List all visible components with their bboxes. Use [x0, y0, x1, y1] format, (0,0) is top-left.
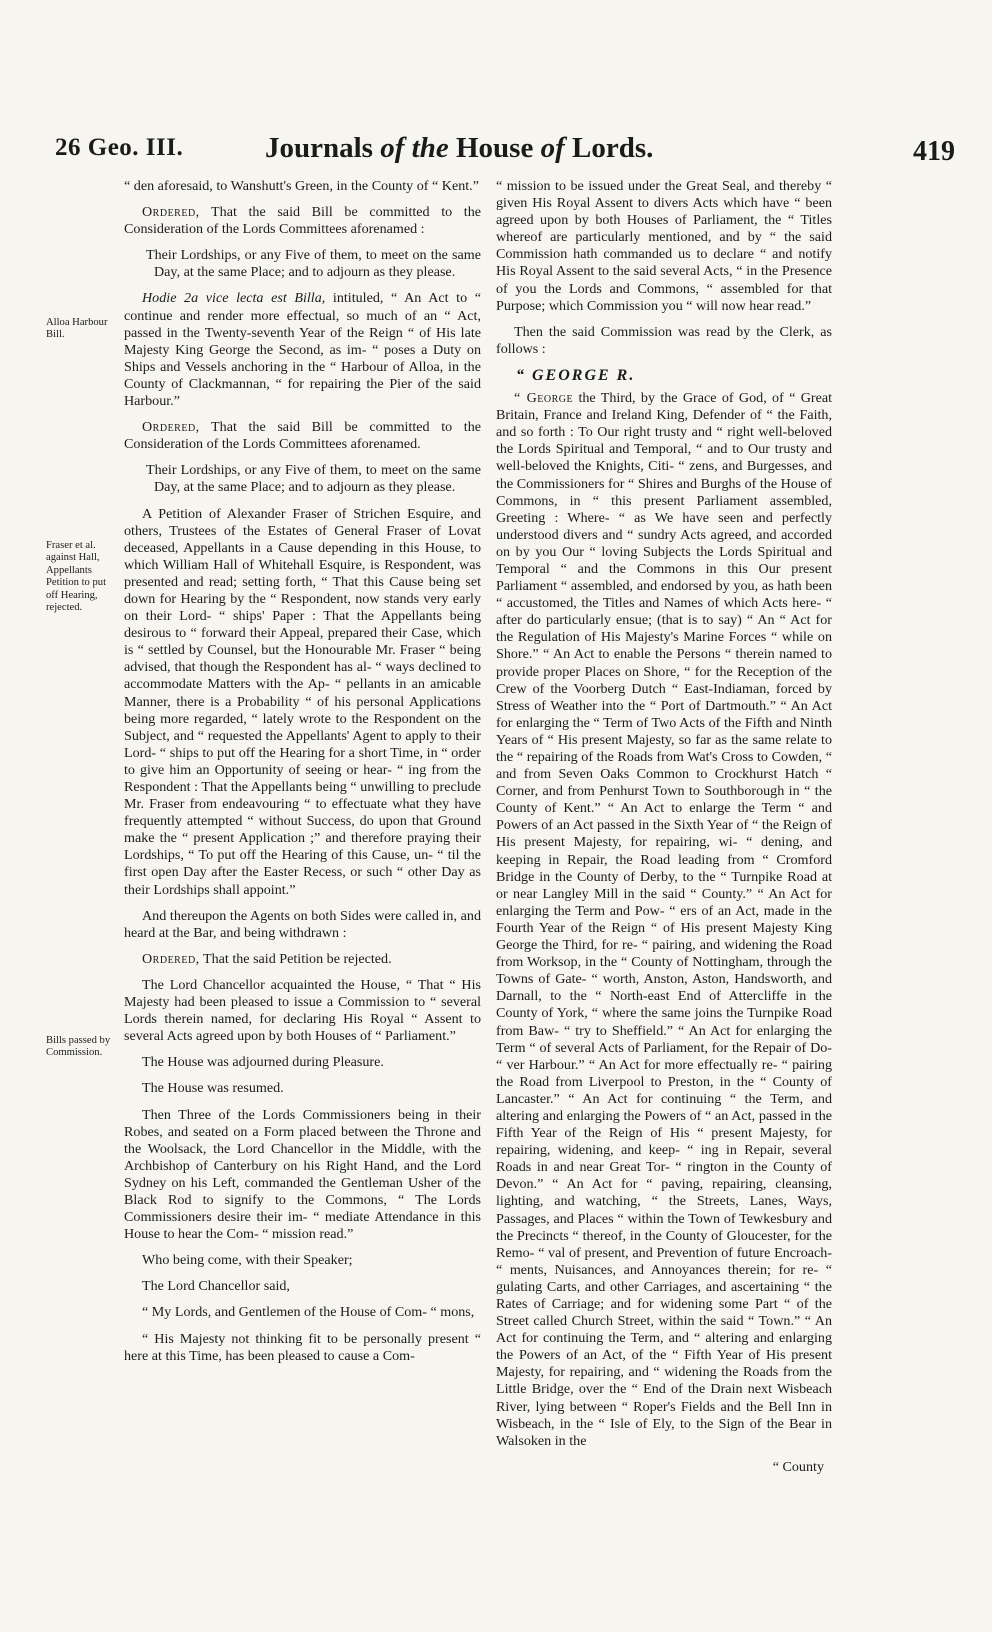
speech-paragraph: “ My Lords, and Gentlemen of the House of Com- “ mons, [142, 1304, 475, 1321]
latin-lead: Hodie 2a vice lecta est Billa, [142, 290, 326, 307]
reading-text: intituled, “ An Act to “ continue and render more effectual, so much of an “ Act, passed in the Twenty-seventh Year of the Reign “ of His late Majesty King George the Second, as im- “ poses a Duty on Ships and Vessels anchoring in the “ Harbour of Alloa, in the County of Clackmannan, “ for repairing the Pier of the said Harbour.” [124, 290, 481, 410]
paragraph: The Lord Chancellor acquainted the House, “ That “ His Majesty had been pleased to issue a Commission to “ several Lords therein named, for declaring His Royal “ Assent to several Acts agreed upon by both Houses of “ Parliament.” [124, 976, 481, 1045]
reading-paragraph [124, 290, 481, 410]
journal-title-the: the [404, 132, 456, 164]
page-header [55, 128, 955, 172]
commission-text: the Third, by the Grace of God, of “ Great Britain, France and Ireland King, Defender of “ the Faith, and so forth : To Our right trusty and “ right well-beloved the Lords Spiritual and Temporal, “ and to Our trusty and well-beloved the Knights, Citi- “ zens, and Burgesses, and the Commissioners for “ Shires and Burghs of the House of Commons, in “ this present Parliament assembled, Greeting : Where- “ as We have seen and perfectly understood divers and “ sundry Acts agreed, and accorded on by you Our “ loving Subjects the Lords Spiritual and Temporal “ and the Commons in this Our present Parliament “ assembled, and endorsed by you, as hath been “ accustomed, the Titles and Names of which Acts here- “ after do particularly ensue; (that is to say) “ An “ Act for the Regulation of His Majesty's Marine Forces “ while on Shore.” “ An Act to enable the Persons “ therein named to provide proper Places on Shore, “ for the Reception of the Crew of the Voorberg Dutch “ East-Indiaman, forced by Stress of Weather into the “ Port of Dartmouth.” “ An Act for enlarging the “ Term of Two Acts of the Fifth and Ninth Years of “ His present Majesty, so far as the same relate to the “ repairing of the Roads from Wat's Cross to Cowden, “ and from Seven Oaks Common to Crockhurst Hatch “ Corner, and from Penhurst Town to Southborough in “ the County of Kent.” “ An Act to enlarge the Term “ and Powers of an Act passed in the Sixth Year of “ the Reign of His present Majesty, for repairing, wi- “ dening, and keeping in Repair, the Road leading from “ Cromford Bridge in the County of Derby, to the “ Turnpike Road at or near Langley Mill in the said “ County.” “ An Act for enlarging the Term and Pow- “ ers of an Act, made in the Fourth Year of the Reign “ of His present Majesty King George the Third, for re- “ pairing, and widening the Road from Worksop, in the “ County of Nottingham, through the Towns of Gate- “ worth, Anston, Aston, Handsworth, and Darnall, to the “ North-east End of Attercliffe in the County of York, “ where the same joins the Turnpike Road from Baw- “ try to Sheffield.” “ An Act for enlarging the Term “ of several Acts of Parliament, for the Repair of Do- “ ver Harbour.” “ An Act for more effectually re- “ pairing the Road from Liverpool to Preston, in the “ County of Lancaster.” “ An Act for continuing “ the Term, and altering and enlarging the Powers of “ an Act, passed in the Fifth Year of the Reign of His “ present Majesty, for repairing, widening, and keep- “ ing in Repair, several Roads in and near Great Tor- “ rington in the County of Devon.” “ An Act for “ paving, repairing, cleansing, lighting, and watching, “ the Streets, Lanes, Ways, Passages, and Places “ within the Town of Tewkesbury and the Precincts “ thereof, in the County of Gloucester, for the Remo- “ val of present, and Prevention of future Encroach- “ ments, Nuisances, and Annoyances therein; for re- “ gulating Carts, and other Carriages, and ascertaining “ the Rates of Carriage; and for widening some Part “ of the Street called Church Street, within the said “ Town.” “ An Act for continuing the Term, and “ altering and enlarging the Powers of an Act, of the “ Fifth Year of His present Majesty, for repairing, and “ widening the Roads from the Little Bridge, over the “ End of the Drain next Wisbeach River, lying between “ Roper's Fields and the Bell Inn in Wisbeach, in the “ Isle of Ely, to the Sign of the Bear in Walsoken in the [496, 390, 833, 1449]
paragraph: Then Three of the Lords Commissioners being in their Robes, and seated on a Form placed between the Throne and the Woolsack, the Lord Chancellor in the Middle, with the Archbishop of Canterbury on his Right Hand, and the Lord Sydney on his Left, commanded the Gentleman Usher of the Black Rod to signify to the Commons, “ The Lords Commissioners desire their im- “ mediate Attendance in this House to hear the Com- “ mission read.” [124, 1106, 481, 1243]
order-text: That the said Bill be committed to the Consideration of the Lords Committees aforenamed. [124, 419, 481, 453]
ordered-lead: Ordered, [142, 419, 200, 436]
journal-title-of: of [380, 132, 405, 164]
commission-paragraph [496, 390, 832, 1450]
order-text: That the said Petition be rejected. [199, 950, 392, 967]
order-paragraph [124, 204, 481, 238]
journal-title-of-2: of [540, 132, 565, 164]
speech-paragraph: “ His Majesty not thinking fit to be personally present “ here at this Time, has been pleased to cause a Com- [124, 1330, 481, 1364]
catchword: “ County [772, 1458, 824, 1475]
margin-note-alloa: Alloa Harbour Bill. [46, 317, 108, 341]
committee-paragraph: Their Lordships, or any Five of them, to meet on the same Day, at the same Place; and to adjourn as they please. [146, 247, 481, 281]
ordered-lead: Ordered, [142, 204, 200, 221]
ordered-lead: Ordered, [142, 950, 200, 967]
paragraph: “ den aforesaid, to Wanshutt's Green, in the County of “ Kent.” [124, 178, 479, 194]
royal-heading: “ GEORGE R. [516, 366, 636, 384]
regnal-year: 26 Geo. III. [55, 134, 184, 161]
journal-title-house: House [455, 132, 541, 164]
petition-paragraph: A Petition of Alexander Fraser of Strichen Esquire, and others, Trustees of the Estates of General Fraser of Lovat deceased, Appellants in a Cause depending in this House, to which William Hall of Whitehall Esquire, is Respondent, was presented and read; setting forth, “ That this Cause being set down for Hearing by the “ Respondent, now stands very early on their Lord- “ ships' Paper : That the Appellants being desirous to “ forward their Appeal, prepared their Case, which is “ settled by Counsel, but the Honourable Mr. Fraser “ being advised, that though the Respondent has al- “ ways declined to accommodate Matters with the Ap- “ pellants in an amicable Manner, there is a Probability “ of his personal Applications being more regarded, “ lately wrote to the Respondent on the Subject, and “ requested the Appellants' Agent to apply to their Lord- “ ships to put off the Hearing for a short Time, in “ order to give him an Opportunity of seeing or hear- “ ing from the Respondent : That the Appellants being “ unwilling to preclude Mr. Fraser from endeavouring “ to effectuate what they have frequently attempted “ without Success, do upon that Ground make the “ present Application ;” and therefore praying their Lordships, “ To put off the Hearing of this Cause, un- “ til the first open Day after the Easter Recess, or such “ other Day as their Lordships shall appoint.” [124, 505, 481, 898]
right-column [496, 178, 832, 1485]
paragraph: The House was resumed. [142, 1080, 284, 1097]
journal-title-lords: Lords. [564, 132, 654, 164]
speech-paragraph: “ mission to be issued under the Great Seal, and thereby “ given His Royal Assent to divers Acts which have “ been agreed upon by both Houses of Parliament, the “ Titles whereof are particularly mentioned, and by “ the said Commission hath commanded us to declare “ and notify His Royal Assent to the said several Acts, “ in the Presence of you the Lords and Commons, “ assembled for that Purpose; which Commission you “ will now hear read.” [496, 178, 832, 314]
order-paragraph [124, 951, 481, 968]
paragraph: Who being come, with their Speaker; [142, 1252, 353, 1269]
journal-title-word: Journals [265, 132, 381, 164]
journal-title [265, 132, 653, 165]
page-number: 419 [913, 136, 955, 167]
committee-paragraph: Their Lordships, or any Five of them, to meet on the same Day, at the same Place; and to adjourn as they please. [146, 462, 481, 496]
paragraph: The Lord Chancellor said, [142, 1278, 290, 1295]
paragraph: And thereupon the Agents on both Sides were called in, and heard at the Bar, and being withdrawn : [124, 907, 481, 941]
order-text: That the said Bill be committed to the Consideration of the Lords Committees aforenamed : [124, 204, 481, 238]
paragraph: The House was adjourned during Pleasure. [142, 1054, 384, 1071]
margin-note-fraser: Fraser et al. against Hall, Appellants Petition to put off Hearing, rejected. [46, 540, 107, 614]
margin-note-bills: Bills passed by Commission. [46, 1035, 111, 1059]
left-column [124, 178, 481, 1374]
order-paragraph [124, 419, 481, 453]
paragraph: Then the said Commission was read by the Clerk, as follows : [496, 323, 832, 357]
commission-lead: “ George [514, 390, 574, 407]
